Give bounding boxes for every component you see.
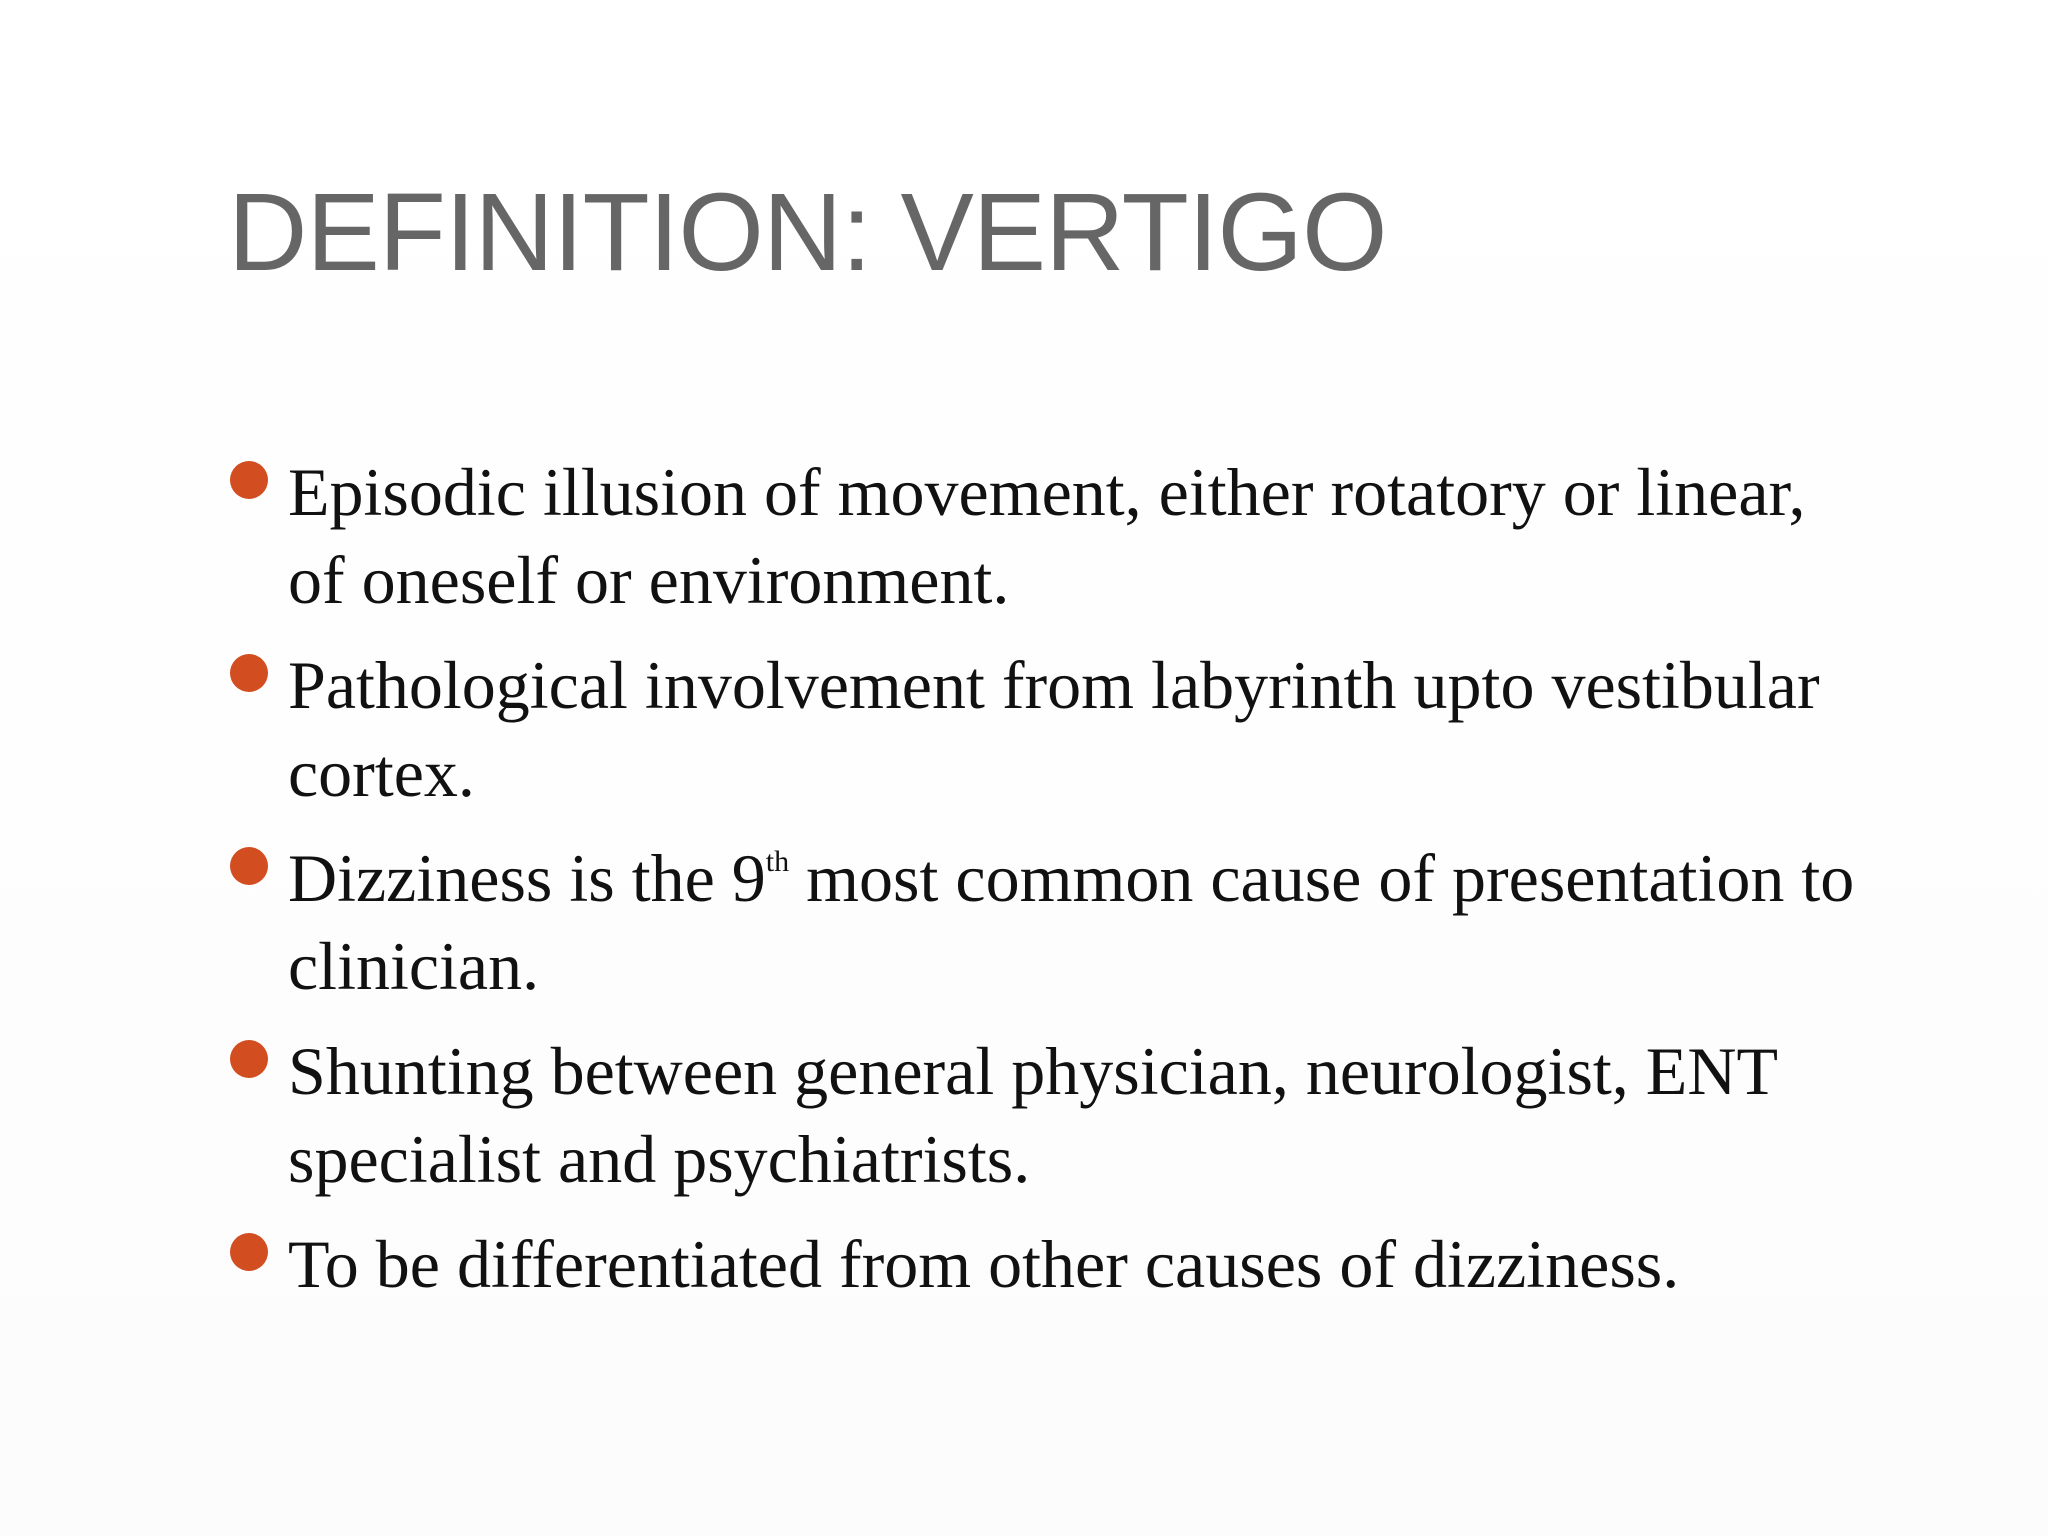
bullet-dot-icon	[230, 461, 268, 499]
bullet-text-end: most common cause of presentation to clinician.	[288, 840, 1855, 1004]
bullet-dot-icon	[230, 1233, 268, 1271]
bullet-dot-icon	[230, 654, 268, 692]
bullet-item	[228, 1220, 1868, 1308]
bullet-item	[228, 1027, 1868, 1203]
bullet-item	[228, 448, 1868, 624]
bullet-dot-icon	[230, 1040, 268, 1078]
bullet-list	[228, 448, 1868, 1325]
ordinal-superscript: th	[765, 845, 790, 878]
bullet-dot-icon	[230, 847, 268, 885]
bullet-item	[228, 834, 1868, 1010]
bullet-item	[228, 641, 1868, 817]
bullet-text-start: Dizziness is the 9	[288, 840, 766, 916]
bullet-text: Shunting between general physician, neurologist, ENT specialist and psychiatrists.	[288, 1033, 1777, 1197]
slide-title: DEFINITION: VERTIGO	[228, 171, 1387, 294]
bullet-text: Episodic illusion of movement, either rotatory or linear, of oneself or environment.	[288, 454, 1806, 618]
bullet-text: Pathological involvement from labyrinth upto vestibular cortex.	[288, 647, 1820, 811]
bullet-text: To be differentiated from other causes of dizziness.	[288, 1226, 1680, 1302]
